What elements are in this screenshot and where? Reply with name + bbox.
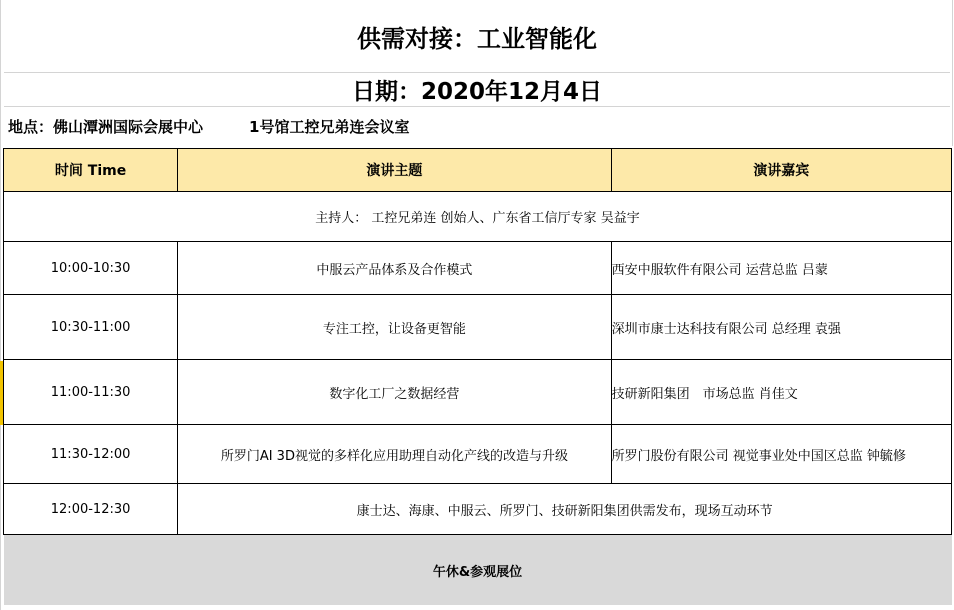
host-cell[interactable]: 主持人： 工控兄弟连 创始人、广东省工信厅专家 吴益宇 (4, 192, 952, 242)
time-cell[interactable]: 12:00-12:30 (4, 484, 178, 535)
time-cell[interactable]: 10:30-11:00 (4, 295, 178, 360)
topic-cell[interactable]: 专注工控，让设备更智能 (178, 295, 611, 360)
event-date: 日期：2020年12月4日 (4, 72, 950, 107)
table-header-row (4, 149, 952, 192)
table-row (4, 242, 952, 295)
lunch-cell[interactable]: 午休&参观展位 (4, 535, 952, 606)
time-cell[interactable]: 11:30-12:00 (4, 425, 178, 484)
left-gridline (0, 0, 1, 610)
table-row (4, 295, 952, 360)
event-location (4, 106, 950, 146)
venue-label: 地点：佛山潭洲国际会展中心 (8, 117, 204, 136)
speaker-cell[interactable]: 西安中服软件有限公司 运营总监 吕蒙 (611, 242, 951, 295)
header-speaker[interactable]: 演讲嘉宾 (611, 149, 951, 192)
speaker-cell[interactable]: 技研新阳集团 市场总监 肖佳文 (611, 360, 951, 425)
table-row (4, 360, 952, 425)
room-label: 1号馆工控兄弟连会议室 (249, 117, 410, 136)
right-gridline (952, 0, 953, 146)
speaker-cell[interactable]: 深圳市康士达科技有限公司 总经理 袁强 (611, 295, 951, 360)
topic-cell[interactable]: 所罗门AI 3D视觉的多样化应用助理自动化产线的改造与升级 (178, 425, 611, 484)
host-row (4, 192, 952, 242)
header-topic[interactable]: 演讲主题 (178, 149, 611, 192)
schedule-table (3, 148, 952, 605)
topic-cell[interactable]: 数字化工厂之数据经营 (178, 360, 611, 425)
speaker-cell[interactable]: 所罗门股份有限公司 视觉事业处中国区总监 钟毓修 (611, 425, 951, 484)
time-cell[interactable]: 10:00-10:30 (4, 242, 178, 295)
time-cell[interactable]: 11:00-11:30 (4, 360, 178, 425)
event-title: 供需对接：工业智能化 (4, 0, 950, 73)
lunch-row (4, 535, 952, 606)
row-selection-marker (0, 361, 3, 425)
topic-cell[interactable]: 中服云产品体系及合作模式 (178, 242, 611, 295)
release-topic-cell[interactable]: 康士达、海康、中服云、所罗门、技研新阳集团供需发布，现场互动环节 (178, 484, 952, 535)
header-time[interactable]: 时间 Time (4, 149, 178, 192)
release-row (4, 484, 952, 535)
table-row (4, 425, 952, 484)
